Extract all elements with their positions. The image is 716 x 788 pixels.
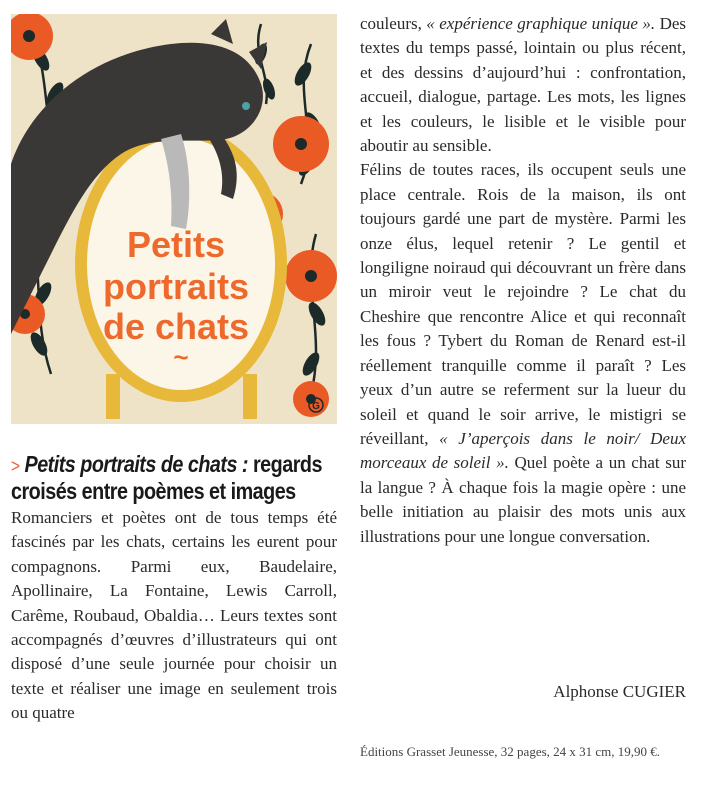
cover-title-line2: portraits [102,266,250,307]
left-paragraph: Romanciers et poètes ont de tous temps été fascinés par les chats, certains les eurent pour compagnons. Parmi eux, Baudelaire, Apollinaire, La Fontaine, Lewis Carroll, Carême, Roubaud, Obaldia… Leurs textes sont accompagnés d’œuvres d’illustrateurs qui ont disposé d’une seule journée pour choisir un texte et réaliser une image en seulement trois ou quatre [11,508,337,723]
title-rest: regards croisés entre poèmes et images [11,451,322,504]
p1-quote: « expérience graphique unique ». [426,14,656,33]
title-arrow: > [11,456,20,476]
edition-info: Éditions Grasset Jeunesse, 32 pages, 24 x 31 cm, 19,90 €. [360,744,661,759]
mirror-leg-left [106,374,120,419]
p1-start: couleurs, [360,14,422,33]
cover-tilde: ~ [173,342,189,372]
p2-start: Félins de toutes races, ils occupent seuls une place centrale. Rois de la maison, ils ont toujours gardé une part de mystère. Parmi les onze élus, lequel retenir ? Le gentil et longiligne noiraud qui découvrant un frère dans un miroir veut le rejoindre ? Le chat du Cheshire que rencontre Alice et qui reconnaît les fous ? Tybert du Roman de Renard est-il réellement tranquille comme il paraît ? Les yeux d’un autre se referment sur la lueur du soleil et quand le soir arrive, le mistigri se réveillant, [360,160,686,448]
title-italic: Petits portraits de chats : [24,451,249,477]
p2-quote: « J’aperçois dans le noir/ Deux morceaux de soleil ». [360,428,686,473]
p1-rest: Des textes du temps passé, lointain ou plus récent, et des dessins d’aujourd’hui : confrontation, accueil, dialogue, partage. Les mots, les lignes et les couleurs, le lisible et le visible pour aboutir au sensible. [360,14,687,156]
cover-title-line1: Petits [126,224,226,265]
cover-title-line3: de chats [102,306,250,347]
publisher-logo-letter: G [312,401,320,412]
author-signature: Alphonse CUGIER [553,682,686,701]
right-paragraph-2 [360,158,686,549]
right-paragraph-1 [360,12,686,158]
article-title [11,452,337,504]
p2-end: Quel poète a un chat sur la langue ? À chaque fois la magie opère : une belle initiation au plaisir des mots unis aux illustrations pour une longue conversation. [360,453,687,546]
book-cover-image [11,14,337,424]
article-left-column [11,452,337,726]
article-right-column [360,12,686,549]
cover-illustration [11,14,337,424]
mirror-leg-right [243,374,257,419]
